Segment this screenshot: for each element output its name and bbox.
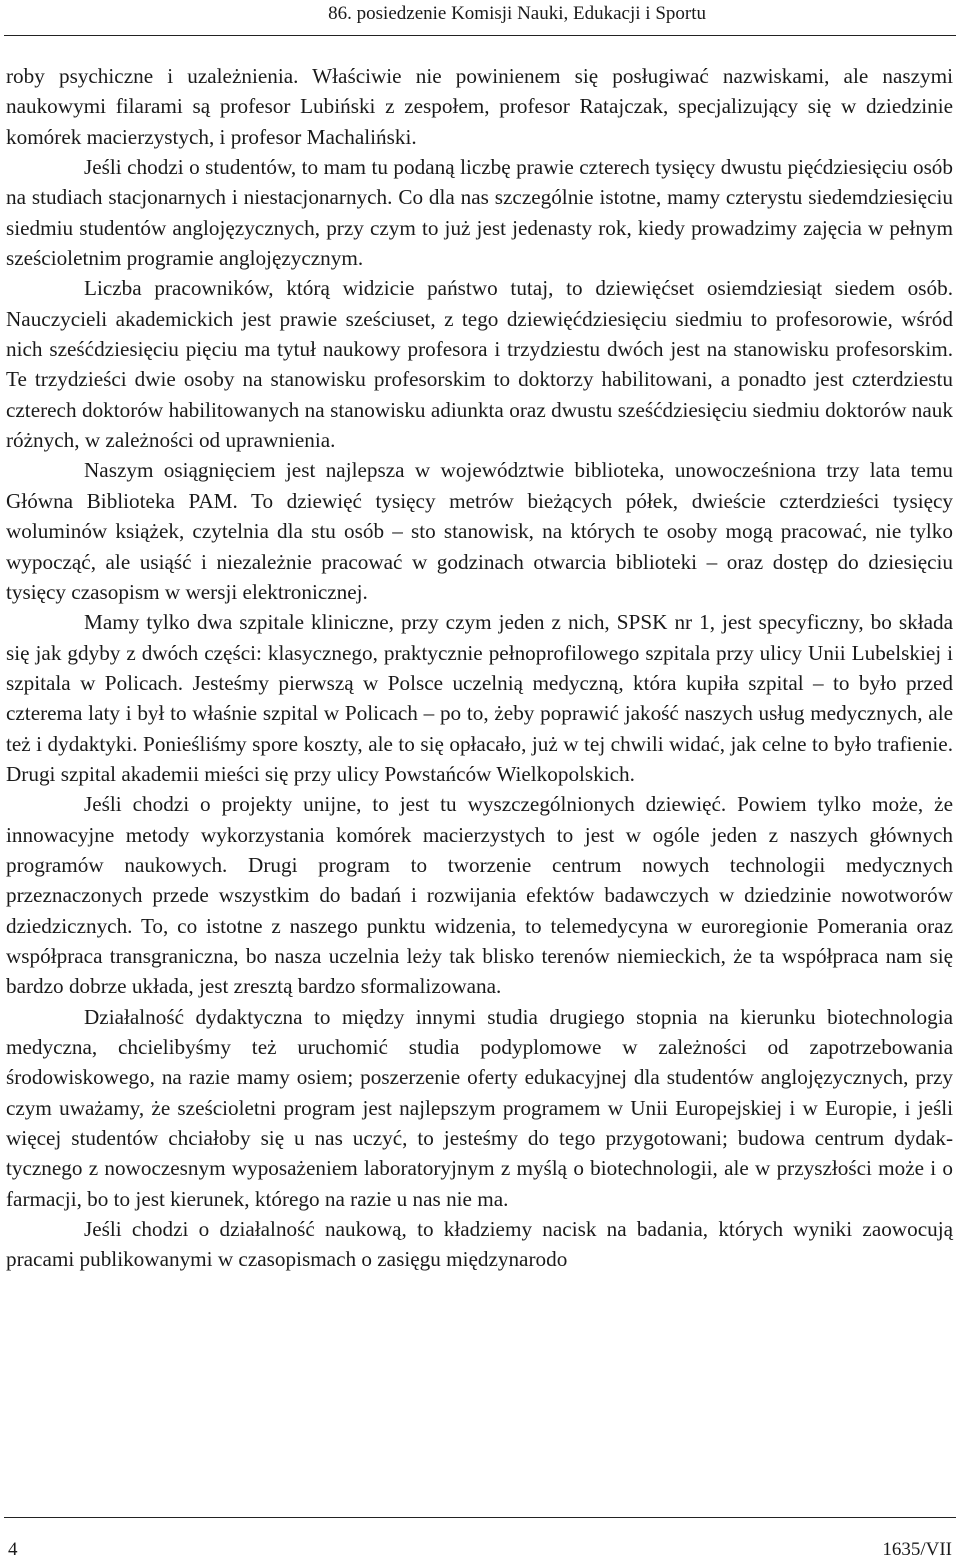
paragraph-6: Jeśli chodzi o projekty unijne, to jest tu wyszczególnionych dziewięć. Powiem tylko może, że innowacyjne metody wykorzystania komórek macierzystych to jest w ogóle jeden z naszych głównych programów naukowych. Drugi program to tworzenie centrum nowych technologii medycznych przeznaczonych przede wszystkim do badań i rozwijania efektów badawczych w dziedzinie nowotworów dziedzicznych. To, co istotne z naszego punktu widzenia, to telemedycyna w euroregionie Pomerania oraz współpraca transgraniczna, bo nasza uczelnia leży tak blisko terenów niemieckich, że ta współpraca nam się bardzo dobrze układa, jest zresztą bardzo sformalizowana.	[6, 792, 953, 999]
paragraph-3: Liczba pracowników, którą widzicie państwo tutaj, to dziewięćset osiemdziesiąt siedem osób. Nauczycieli akademickich jest prawie sześciuset, z tego dziewięćdziesięciu siedmiu to profesorowie, wśród nich sześćdziesięciu pięciu ma tytuł naukowy profesora i trzydziestu dwóch jest na stanowisku profesorskim. Te trzydzieści dwie osoby na stanowisku profesorskim to doktorzy habilitowani, a ponadto jest czterdziestu czterech doktorów habilitowanych na stanowisku adiunkta oraz dwustu sześćdziesięciu siedmiu doktorów nauk różnych, w zależności od uprawnienia.	[6, 276, 953, 453]
paragraph-1: roby psychiczne i uzależnienia. Właściwie nie powinienem się posługiwać nazwiskami, ale naszymi naukowymi filarami są profesor Lubiński z zespołem, profesor Ratajczak, specjalizujący się w dziedzinie komórek macierzystych, i profesor Machaliński.	[6, 64, 953, 149]
page-header-title: 86. posiedzenie Komisji Nauki, Edukacji i Sportu	[328, 3, 706, 24]
document-body	[6, 61, 953, 1275]
paragraph-7: Działalność dydaktyczna to między innymi studia drugiego stopnia na kierunku biotechnologia medyczna, chcielibyśmy też uruchomić studia podyplomowe w zależności od zapotrzebowania środowiskowego, na razie mamy osiem; poszerzenie oferty edukacyjnej dla studentów anglojęzycznych, przy czym uważamy, że sześcioletni program jest najlepszym programem w Unii Europejskiej i w Europie, i jeśli więcej studentów chciałoby się u nas uczyć, to jesteśmy do tego przygotowani; budowa centrum dydaktycznego z nowoczesnym wyposażeniem laboratoryjnym z myślą o biotechnologii, ale w przyszłości może i o farmacji, bo to jest kierunek, którego na razie u nas nie ma.	[6, 1004, 953, 1211]
header-divider	[4, 35, 956, 36]
document-code: 1635/VII	[882, 1539, 952, 1560]
paragraph-5: Mamy tylko dwa szpitale kliniczne, przy czym jeden z nich, SPSK nr 1, jest specyficzny, bo składa się jak gdyby z dwóch części: klasycznego, praktycznie pełnoprofilowego szpitala przy ulicy Unii Lubelskiej i szpitala w Policach. Jesteśmy pierwszą w Polsce uczelnią medyczną, która kupiła szpital – to było przed czterema laty i był to właśnie szpital w Policach – po to, żeby poprawić jakość naszych usług medycznych, ale też i dydaktyki. Ponieśliśmy spore koszty, ale to się opłacało, już w tej chwili widać, jak celne to było trafienie. Drugi szpital akademii mieści się przy ulicy Powstańców Wielkopolskich.	[6, 610, 953, 786]
page-number: 4	[8, 1539, 18, 1560]
paragraph-4: Naszym osiągnięciem jest najlepsza w województwie biblioteka, unowocześniona trzy lata temu Główna Biblioteka PAM. To dziewięć tysięcy metrów bieżących półek, dwieście czterdzieści tysięcy woluminów książek, czytelnia dla stu osób – sto stanowisk, na których te osoby mogą pracować, nie tylko wypocząć, ale usiąść i niezależnie pracować w godzinach otwarcia biblioteki – oraz dostęp do dziesięciu tysięcy czasopism w wersji elektronicznej.	[6, 458, 953, 604]
footer-divider	[4, 1517, 956, 1518]
paragraph-2: Jeśli chodzi o studentów, to mam tu podaną liczbę prawie czterech tysięcy dwustu pięćdziesięciu osób na studiach stacjonarnych i niestacjonarnych. Co dla nas szczególnie istotne, mamy czterystu siedemdziesięciu siedmiu studentów anglojęzycznych, przy czym to już jest jedenasty rok, kiedy prowadzimy zajęcia w pełnym sześcioletnim programie anglojęzycznym.	[6, 155, 953, 271]
paragraph-8: Jeśli chodzi o działalność naukową, to kładziemy nacisk na badania, których wyniki zaowocują pracami publikowanymi w czasopismach o zasięgu międzynarodo	[6, 1217, 953, 1272]
